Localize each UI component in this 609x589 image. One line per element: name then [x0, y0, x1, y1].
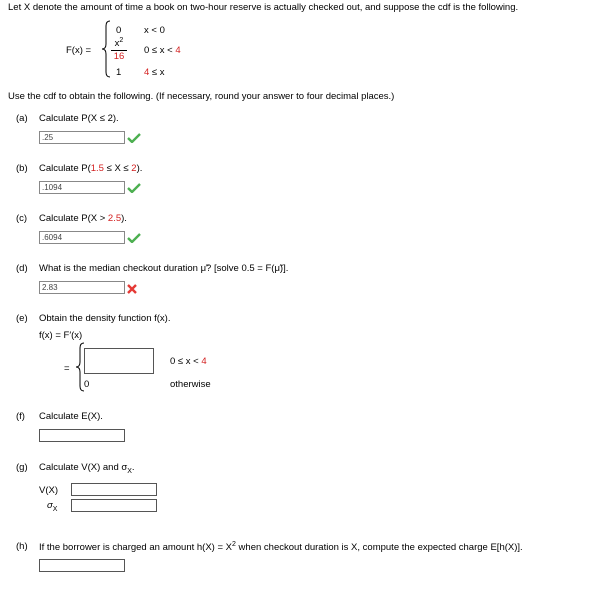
part-b-label: (b): [16, 163, 28, 174]
part-e-case2-condition: otherwise: [170, 379, 211, 390]
part-e-question: Obtain the density function f(x).: [39, 313, 171, 324]
part-h-question: If the borrower is charged an amount $h(X) = X^2$ when checkout duration is X, compute the expected charge E[h(X)].: [39, 541, 523, 554]
part-e-equation: f(x) = F′(x): [39, 330, 83, 341]
part-g-vx-input[interactable]: [71, 483, 157, 496]
part-f-label: (f): [16, 411, 25, 422]
check-icon: [127, 183, 141, 193]
part-d-question: What is the median checkout duration μ̃? [solve 0.5 = F(μ̃)].: [39, 263, 289, 274]
part-a-answer-input[interactable]: .25: [39, 131, 125, 144]
part-g-sigma-input[interactable]: [71, 499, 157, 512]
part-g-question: Calculate V(X) and $\sigma_X$.: [39, 462, 135, 475]
part-f-answer-input[interactable]: [39, 429, 125, 442]
part-b-question: Calculate P(1.5 ≤ X ≤ 2).: [39, 163, 143, 174]
cdf-case1-value: 0: [116, 25, 122, 36]
part-g-sigma-label: $\sigma_X$: [47, 500, 58, 513]
check-icon: [127, 233, 141, 243]
part-e-case2-value: 0: [84, 379, 90, 390]
part-b-answer-input[interactable]: .1094: [39, 181, 125, 194]
instruction-text: Use the cdf to obtain the following. (If necessary, round your answer to four decimal places.): [8, 91, 395, 102]
part-e-density-input[interactable]: [84, 348, 154, 374]
cdf-label: F(x) =: [66, 45, 92, 56]
part-d-answer-input[interactable]: 2.83: [39, 281, 125, 294]
cdf-case2-condition: 0 ≤ x < 4: [144, 45, 181, 56]
cdf-case1-condition: x < 0: [144, 25, 165, 36]
part-e-equals: =: [64, 363, 70, 374]
part-h-answer-input[interactable]: [39, 559, 125, 572]
intro-text: Let X denote the amount of time a book on two-hour reserve is actually checked out, and suppose the cdf is the following.: [8, 2, 519, 13]
part-d-label: (d): [16, 263, 28, 274]
part-a-label: (a): [16, 113, 28, 124]
part-g-vx-label: V(X): [39, 485, 58, 496]
check-icon: [127, 133, 141, 143]
cdf-case2-fraction: $x^2$ 16: [111, 36, 127, 62]
part-h-label: (h): [16, 541, 28, 552]
cdf-case3-condition: 4 ≤ x: [144, 67, 165, 78]
part-f-question: Calculate E(X).: [39, 411, 103, 422]
part-c-question: Calculate P(X > 2.5).: [39, 213, 127, 224]
part-g-label: (g): [16, 462, 28, 473]
part-e-label: (e): [16, 313, 28, 324]
part-a-question: Calculate P(X ≤ 2).: [39, 113, 119, 124]
part-c-label: (c): [16, 213, 28, 224]
part-c-answer-input[interactable]: .6094: [39, 231, 125, 244]
cdf-case3-value: 1: [116, 67, 122, 78]
part-e-case1-condition: 0 ≤ x < 4: [170, 356, 207, 367]
cross-icon: [127, 284, 137, 294]
